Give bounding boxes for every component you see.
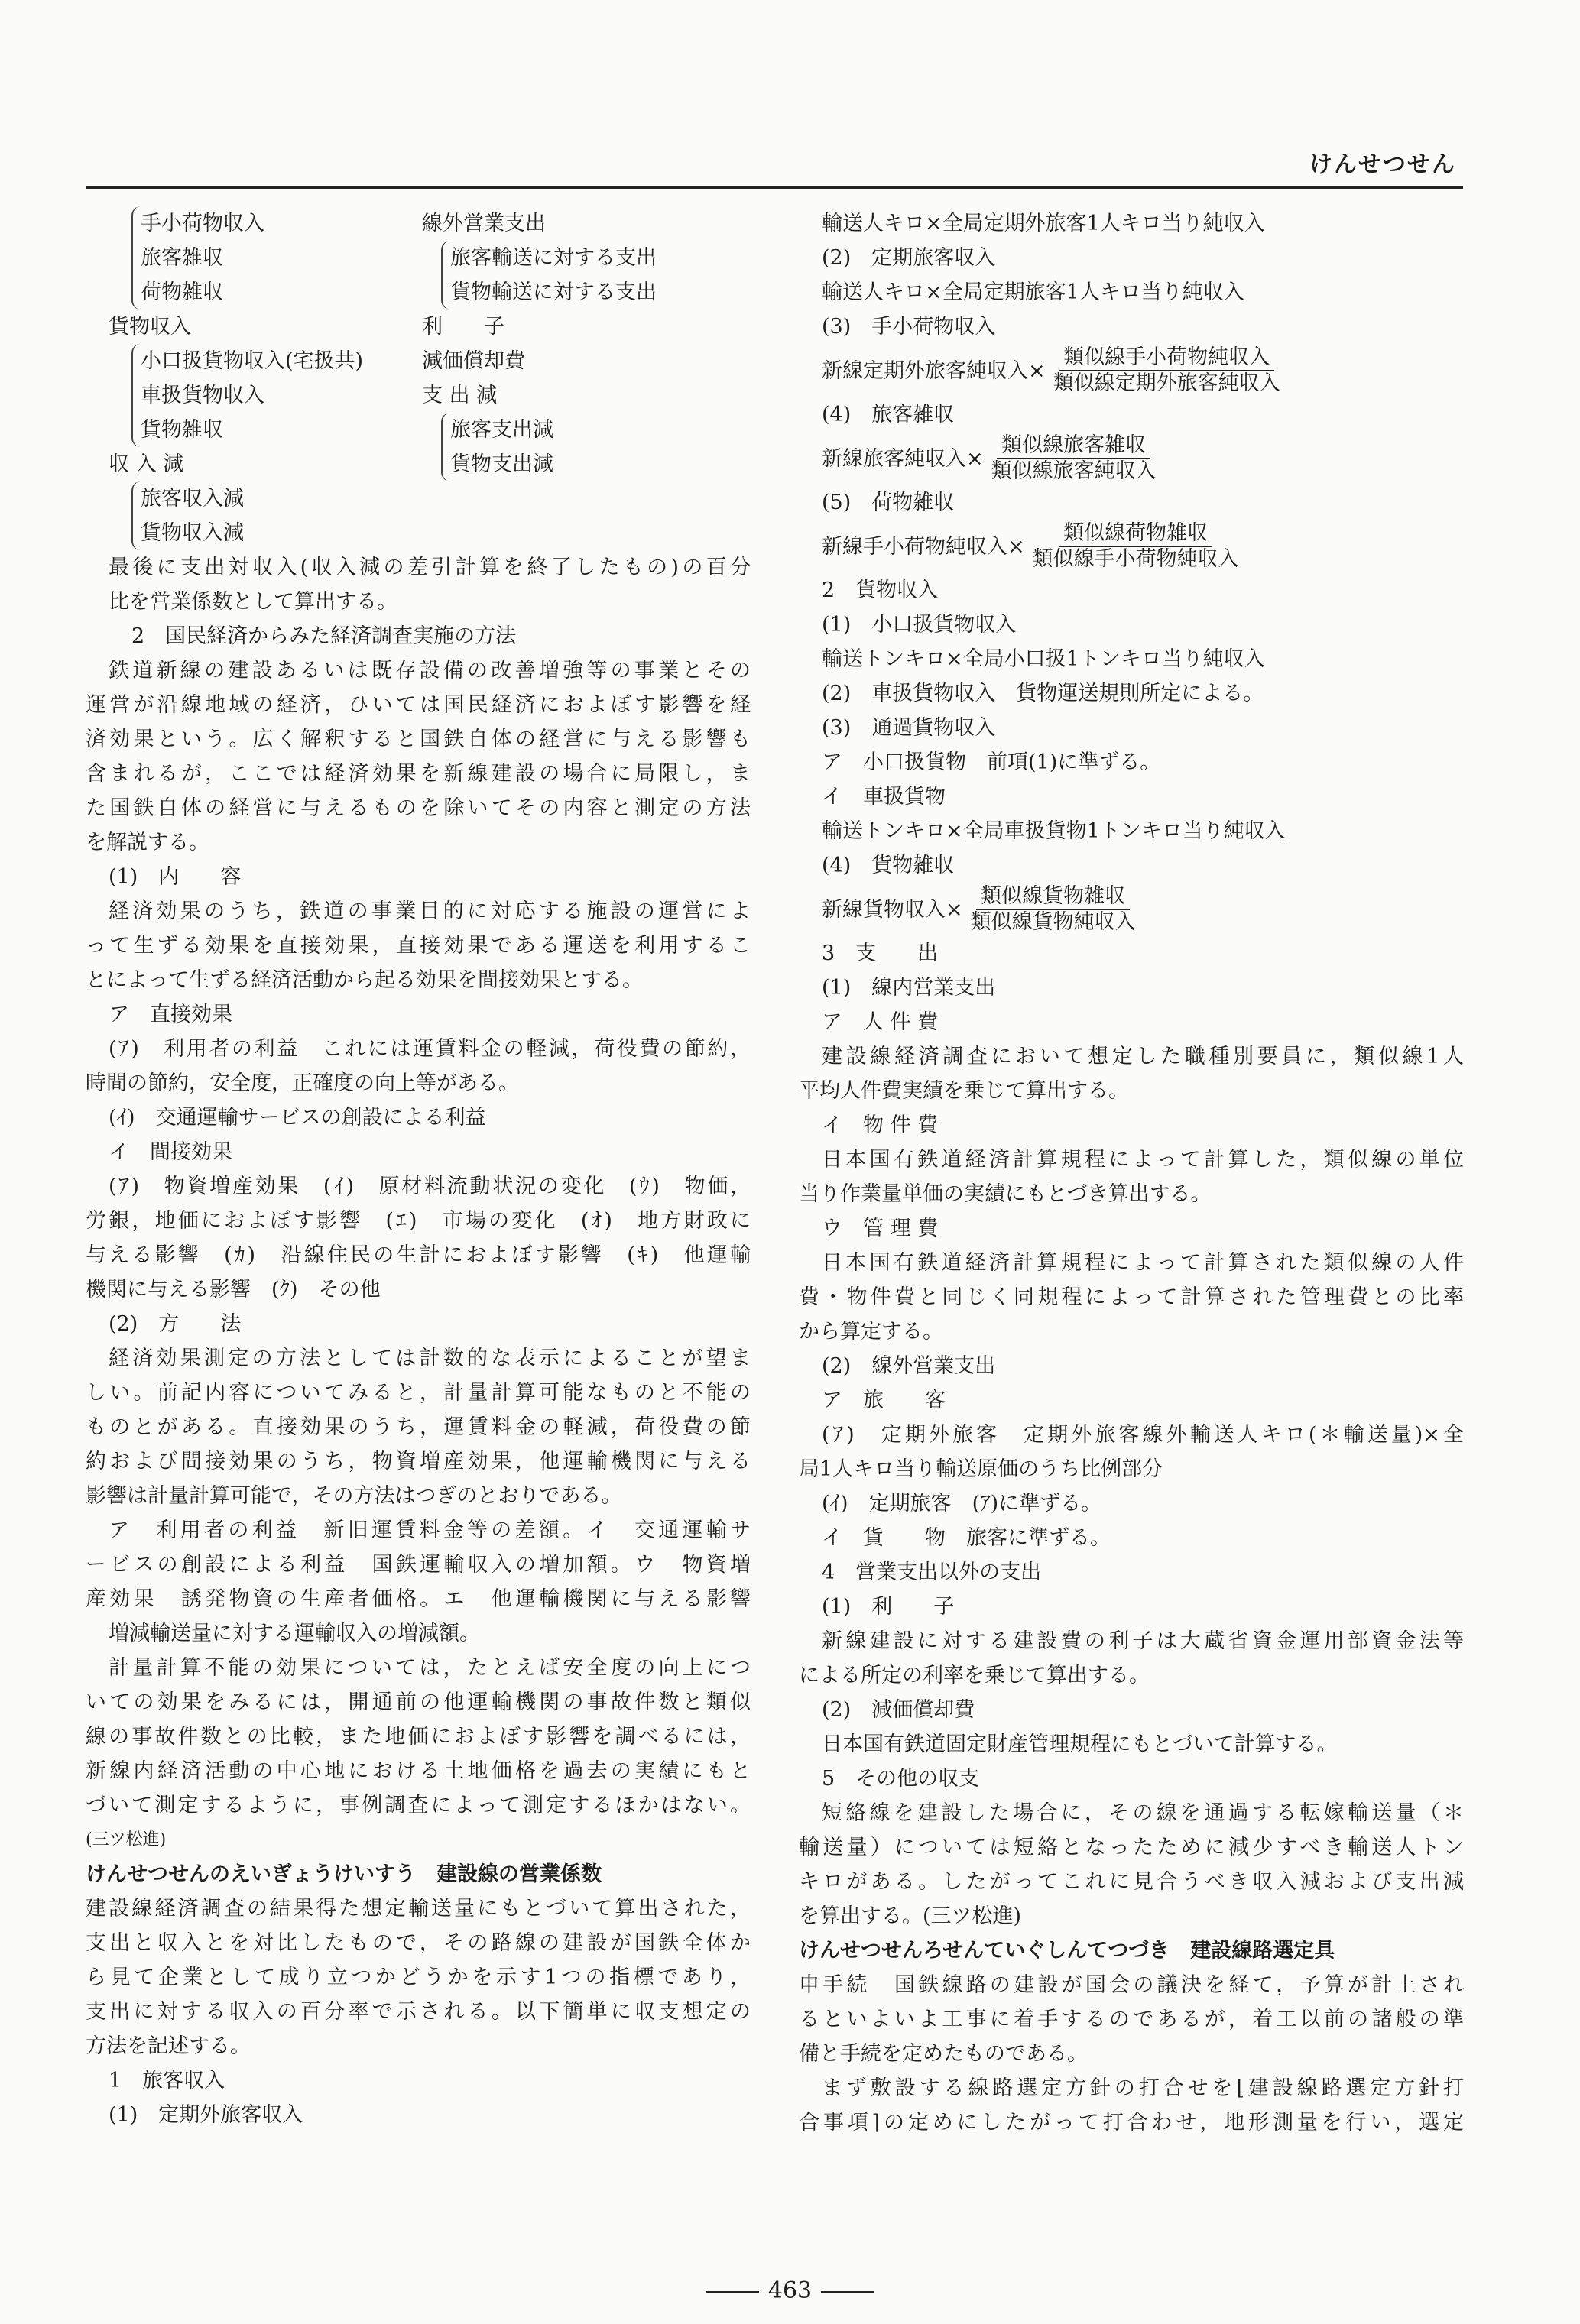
subsection-heading: (1) 小口扱貨物収入 [822,613,1017,637]
list-item: 貨物雑収 [141,418,223,442]
item-heading: (ｲ) 定期旅客 (ｱ)に準ずる。 [822,1492,1102,1515]
paragraph [86,1513,751,1651]
fraction-formula [799,520,1464,573]
fraction [1028,521,1244,572]
list-item: 貨物輸送に対する支出 [450,280,657,304]
fraction-formula [799,883,1464,936]
subsection-heading: (1) 定期外旅客収入 [109,2103,303,2127]
paragraph [86,1169,751,1307]
section-heading: 1 旅客収入 [109,2069,225,2092]
subsection-heading: (2) 定期旅客収入 [822,246,996,270]
section-heading: 2 貨物収入 [822,579,939,602]
fraction [987,433,1161,484]
brace-group [441,241,751,310]
fraction-formula [799,344,1464,397]
text-line: 労銀，地価におよぼす影響 (ｴ) 市場の変化 (ｵ) 地方財政に [86,1209,751,1233]
subsection-heading: (2) 線外営業支出 [822,1354,996,1378]
text-line: 建設線経済調査において想定した職種別要員に，類似線1人 [822,1045,1464,1068]
text-line: から算定する。 [799,1320,943,1344]
text-line: 平均人件費実績を乗じて算出する。 [799,1079,1129,1103]
paragraph [86,894,751,997]
text-line: による所定の利率を乗じて算出する。 [799,1664,1150,1687]
brace-group [131,481,422,550]
item-heading: (ｲ) 交通運輸サービスの創設による利益 [109,1106,486,1130]
text-line: づいて測定するように，事例調査によって測定するほかはない。 [86,1794,751,1817]
text-line: るといよいよ工事に着手するのであるが，着工以前の諸般の準 [799,2008,1464,2031]
text-line: 日本国有鉄道経済計算規程によって計算された類似線の人件 [822,1251,1464,1275]
subsection-heading: (5) 荷物雑収 [822,491,955,514]
section-heading: 2 国民経済からみた経済調査実施の方法 [131,624,517,648]
entry-heading: けんせつせんろせんていぐしんてつづき 建設線路選定具 [799,1939,1335,1963]
formula-line: 輸送人キロ×全局定期旅客1人キロ当り純収入 [822,280,1244,304]
list-col-b [422,206,751,550]
text-line: とによって生ずる経済活動から起る効果を間接効果とする。 [86,968,643,992]
subsection-heading: (4) 旅客雑収 [822,403,955,426]
denominator: 類似線旅客純収入 [991,459,1157,483]
text-line: 与える影響 (ｶ) 沿線住民の生計におよぼす影響 (ｷ) 他運輸 [86,1243,751,1267]
paragraph [86,1032,751,1100]
paragraph [799,1968,1464,2071]
formula-prefix: 新線旅客純収入× [822,446,984,471]
list-item: 貨物収入 [109,315,191,339]
list-item: 旅客輸送に対する支出 [450,246,657,270]
text-line: 申手続 国鉄線路の建設が国会の議決を経て，予算が計上され [799,1973,1464,1997]
item-heading: イ 間接効果 [109,1140,232,1164]
text-line: 新線建設に対する建設費の利子は大蔵省資金運用部資金法等 [822,1629,1464,1653]
text-line: ービスの創設による利益 国鉄運輸収入の増加額。ウ 物資増 [86,1553,751,1577]
list-item: 荷物雑収 [141,280,223,304]
paragraph [86,1341,751,1513]
formula-line: 輸送トンキロ×全局小口扱1トンキロ当り純収入 [822,647,1265,671]
section-heading: 5 その他の収支 [822,1767,980,1791]
subsection-heading: (2) 方 法 [109,1312,242,1336]
left-column [86,206,751,2132]
subsection-heading: (2) 減価償却費 [822,1698,975,1722]
item-heading: ウ 管 理 費 [822,1217,939,1240]
subsection-heading: (2) 車扱貨物収入 貨物運送規則所定による。 [822,682,1264,705]
subsection-heading: (1) 線内営業支出 [822,976,996,1000]
brace-group [131,344,422,447]
item-heading: ア 直接効果 [109,1003,232,1026]
text-line: 時間の節約，安全度，正確度の向上等がある。 [86,1071,519,1095]
fraction-formula [799,432,1464,485]
paragraph [799,1039,1464,1108]
list-item: 旅客支出減 [450,418,553,442]
paragraph [799,1418,1464,1486]
paragraph [799,1246,1464,1349]
text-line: 経済効果のうち，鉄道の事業目的に対応する施設の運営によ [109,899,751,923]
item-heading: ア 旅 客 [822,1389,946,1412]
text-line: 経済効果測定の方法としては計数的な表示によることが望ま [109,1347,751,1370]
list-item: 収 入 減 [109,452,184,476]
page-number [0,2277,1580,2304]
list-item: 手小荷物収入 [141,212,264,235]
text-line: 備と手続を定めたものである。 [799,2042,1088,2066]
text-line: た国鉄自体の経営に与えるものを除いてその内容と測定の方法 [86,796,751,820]
list-item: 小口扱貨物収入(宅扱共) [141,349,364,373]
text-line: ら見て企業として成り立つかどうかを示す1つの指標であり， [86,1966,751,1989]
text-line: (ｱ) 定期外旅客 定期外旅客線外輸送人キロ(＊輸送量)×全 [822,1423,1464,1447]
paragraph [799,1143,1464,1211]
text-line: 約および間接効果のうち，物資増産効果，他運輸機関に与える [86,1450,751,1473]
text-line: 支出に対する収入の百分率で示される。以下簡単に収支想定の [86,2000,751,2024]
list-item: 支 出 減 [422,384,498,407]
fraction [966,884,1140,935]
text-line: ア 利用者の利益 新旧運賃料金等の差額。イ 交通運輸サ [109,1519,751,1542]
text-line: 影響は計量計算可能で，その方法はつぎのとおりである。 [86,1484,622,1508]
text-line: ものとがある。直接効果のうち，運賃料金の軽減，荷役費の節 [86,1415,751,1439]
text-line: 新線内経済活動の中心地における土地価格を過去の実績にもと [86,1759,751,1783]
list-col-a [86,206,422,550]
paragraph [86,1891,751,2063]
text-line: 日本国有鉄道固定財産管理規程にもとづいて計算する。 [822,1732,1338,1756]
text-line: 費・物件費と同じく同規程によって計算された管理費との比率 [799,1285,1464,1309]
numerator: 類似線手小荷物純収入 [1059,345,1274,371]
text-line: まず敷設する線路選定方針の打合せを⌊建設線路選定方針打 [822,2076,1464,2100]
denominator: 類似線貨物純収入 [970,910,1136,934]
formula-prefix: 新線貨物収入× [822,897,963,922]
text-line: 最後に支出対収入(収入減の差引計算を終了したもの)の百分 [109,556,751,579]
page-number-value: 463 [767,2277,813,2304]
section-heading: 3 支 出 [822,942,939,965]
text-line: 建設線経済調査の結果得た想定輸送量にもとづいて算出された， [86,1897,751,1920]
list-item: 利 子 [422,315,504,339]
paragraph [86,550,751,619]
text-line: 比を営業係数として算出する。 [109,590,397,614]
list-item: 車扱貨物収入 [141,384,264,407]
text-line: しい。前記内容についてみると，計量計算可能なものと不能の [86,1381,751,1405]
text-line: いての効果をみるには，開通前の他運輸機関の事故件数と類似 [86,1690,751,1714]
list-item: 線外営業支出 [422,212,546,235]
text-line: 産効果 誘発物資の生産者価格。エ 他運輸機関に与える影響 [86,1587,751,1611]
item-heading: イ 車扱貨物 [822,785,946,809]
item-heading: ア 人 件 費 [822,1010,939,1034]
text-line: 済効果という。広く解釈すると国鉄自体の経営に与える影響も [86,728,751,751]
text-line: 計量計算不能の効果については，たとえば安全度の向上につ [109,1656,751,1680]
list-item: 旅客収入減 [141,487,244,511]
text-line: 短絡線を建設した場合に，その線を通過する転嫁輸送量（＊ [822,1801,1464,1825]
list-item: 旅客雑収 [141,246,223,270]
text-line: (ｱ) 利用者の利益 これには運賃料金の軽減，荷役費の節約， [109,1037,751,1061]
text-line: 局1人キロ当り輸送原価のうち比例部分 [799,1457,1163,1481]
subsection-heading: (1) 内 容 [109,865,242,889]
text-line: (ｱ) 物資増産効果 (ｲ) 原材料流動状況の変化 (ｳ) 物価， [109,1175,751,1198]
text-line: って生ずる効果を直接効果，直接効果である運送を利用するこ [86,934,751,958]
page-number-dash [821,2291,874,2293]
subsection-heading: (3) 手小荷物収入 [822,315,996,339]
item-heading: ア 小口扱貨物 前項(1)に準ずる。 [822,750,1161,774]
right-column [799,206,1464,2140]
entry-heading: けんせつせんのえいぎょうけいすう 建設線の営業係数 [86,1862,602,1886]
denominator: 類似線手小荷物純収入 [1032,547,1239,571]
section-heading: 4 営業支出以外の支出 [822,1561,1042,1584]
paragraph [86,653,751,860]
formula-line: 輸送トンキロ×全局車扱貨物1トンキロ当り純収入 [822,819,1286,843]
item-heading: イ 物 件 費 [822,1113,939,1137]
text-line: 日本国有鉄道経済計算規程によって計算した，類似線の単位 [822,1148,1464,1172]
list-item: 減価償却費 [422,349,525,373]
denominator: 類似線定期外旅客純収入 [1053,371,1280,395]
list-item: 貨物支出減 [450,452,553,476]
paragraph [799,1624,1464,1693]
summary-list [86,206,751,550]
text-line: キロがある。したがってこれに見合うべき収入減および支出減 [799,1870,1464,1894]
text-line: 合事項⌉の定めにしたがって打合わせ，地形測量を行い，選定 [799,2111,1464,2134]
brace-group [441,413,751,481]
subsection-heading: (4) 貨物雑収 [822,854,955,877]
text-line: 含まれるが，ここでは経済効果を新線建設の場合に局限し，ま [86,762,751,786]
page-number-dash [706,2291,759,2293]
formula-prefix: 新線手小荷物純収入× [822,534,1025,559]
brace-group [131,206,422,310]
formula-prefix: 新線定期外旅客純収入× [822,358,1046,383]
paragraph [799,2071,1464,2140]
text-line: 増減輸送量に対する運輸収入の増減額。 [109,1622,480,1645]
running-head: けんせつせん [1309,151,1456,178]
paragraph [86,1651,751,1823]
header-rule [86,186,1463,189]
text-line: 方法を記述する。 [86,2034,251,2058]
text-line: 輸送量）については短絡となったために減少すべき輸送人トン [799,1836,1464,1859]
subsection-heading: (1) 利 子 [822,1595,955,1619]
numerator: 類似線貨物雑収 [976,884,1130,910]
list-item: 貨物収入減 [141,521,244,545]
text-line: 鉄道新線の建設あるいは既存設備の改善増強等の事業とその [109,659,751,682]
fraction [1049,345,1285,396]
text-line: 線の事故件数との比較，また地価におよぼす影響を調べるには， [86,1725,751,1749]
formula-line: 輸送人キロ×全局定期外旅客1人キロ当り純収入 [822,212,1265,235]
subsection-heading: (3) 通過貨物収入 [822,716,996,740]
text-line: 当り作業量単価の実績にもとづき算出する。 [799,1182,1212,1206]
numerator: 類似線旅客雑収 [997,433,1150,459]
text-line: を解説する。 [86,831,209,854]
text-line: を算出する。(三ツ松進) [799,1904,1022,1928]
text-line: 運営が沿線地域の経済，ひいては国民経済におよぼす影響を経 [86,693,751,717]
text-line: 機関に与える影響 (ｸ) その他 [86,1278,381,1301]
paragraph [799,1796,1464,1933]
item-heading: イ 貨 物 旅客に準ずる。 [822,1526,1111,1550]
text-line: 支出と収入とを対比したもので，その路線の建設が国鉄全体か [86,1931,751,1955]
author-signature: (三ツ松進) [86,1830,167,1849]
numerator: 類似線荷物雑収 [1059,521,1212,547]
